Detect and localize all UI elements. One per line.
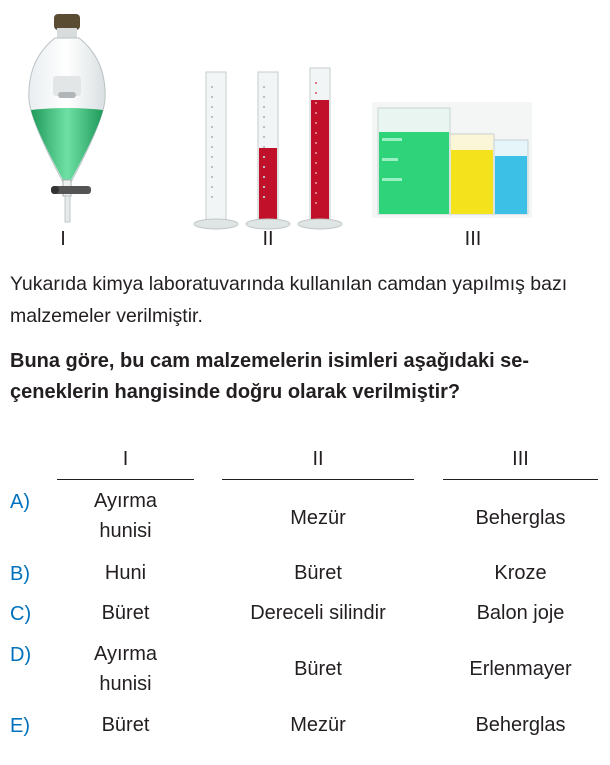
option-a-col3: Beherglas <box>475 507 566 529</box>
column-rule-i <box>57 479 194 480</box>
column-header-ii: II <box>312 448 324 470</box>
question-line-2: çeneklerin hangisinde doğru olarak verilmiştir? <box>10 381 461 403</box>
option-d-col2: Büret <box>294 658 342 680</box>
column-rule-ii <box>222 479 414 480</box>
option-d-letter[interactable]: D) <box>10 644 32 666</box>
figure-label-i: I <box>60 228 66 250</box>
column-rule-iii <box>443 479 598 480</box>
beakers-image <box>372 102 532 218</box>
option-e-col1: Büret <box>101 714 150 736</box>
option-d-col1-line2: hunisi <box>99 673 152 695</box>
option-a-col1-line1: Ayırma <box>94 490 157 512</box>
option-e-col3: Beherglas <box>475 714 566 736</box>
option-b-col2: Büret <box>294 562 342 584</box>
option-b-letter[interactable]: B) <box>10 563 30 585</box>
option-c-col3: Balon joje <box>476 602 565 624</box>
option-b-col1: Huni <box>104 562 147 584</box>
option-c-col1: Büret <box>101 602 150 624</box>
option-a-col2: Mezür <box>290 507 346 529</box>
figure-label-iii: III <box>464 228 482 250</box>
separatory-funnel-image <box>25 10 110 225</box>
column-header-iii: III <box>512 448 529 470</box>
option-a-letter[interactable]: A) <box>10 491 30 513</box>
question-line-1: Buna göre, bu cam malzemelerin isimleri aşağıdaki se- <box>10 350 530 372</box>
option-d-col1-line1: Ayırma <box>94 643 157 665</box>
option-b-col3: Kroze <box>494 562 547 584</box>
figure-label-ii: II <box>262 228 274 250</box>
option-d-col3: Erlenmayer <box>469 658 572 680</box>
option-c-letter[interactable]: C) <box>10 603 32 625</box>
graduated-cylinders-image <box>190 66 355 232</box>
option-e-letter[interactable]: E) <box>10 715 30 737</box>
option-c-col2: Dereceli silindir <box>250 602 386 624</box>
column-header-i: I <box>122 448 129 470</box>
option-e-col2: Mezür <box>290 714 346 736</box>
intro-text: Yukarıda kimya laboratuvarında kullanılan camdan yapılmış bazı malzemeler verilmiştir. <box>10 273 568 327</box>
option-a-col1-line2: hunisi <box>99 520 152 542</box>
